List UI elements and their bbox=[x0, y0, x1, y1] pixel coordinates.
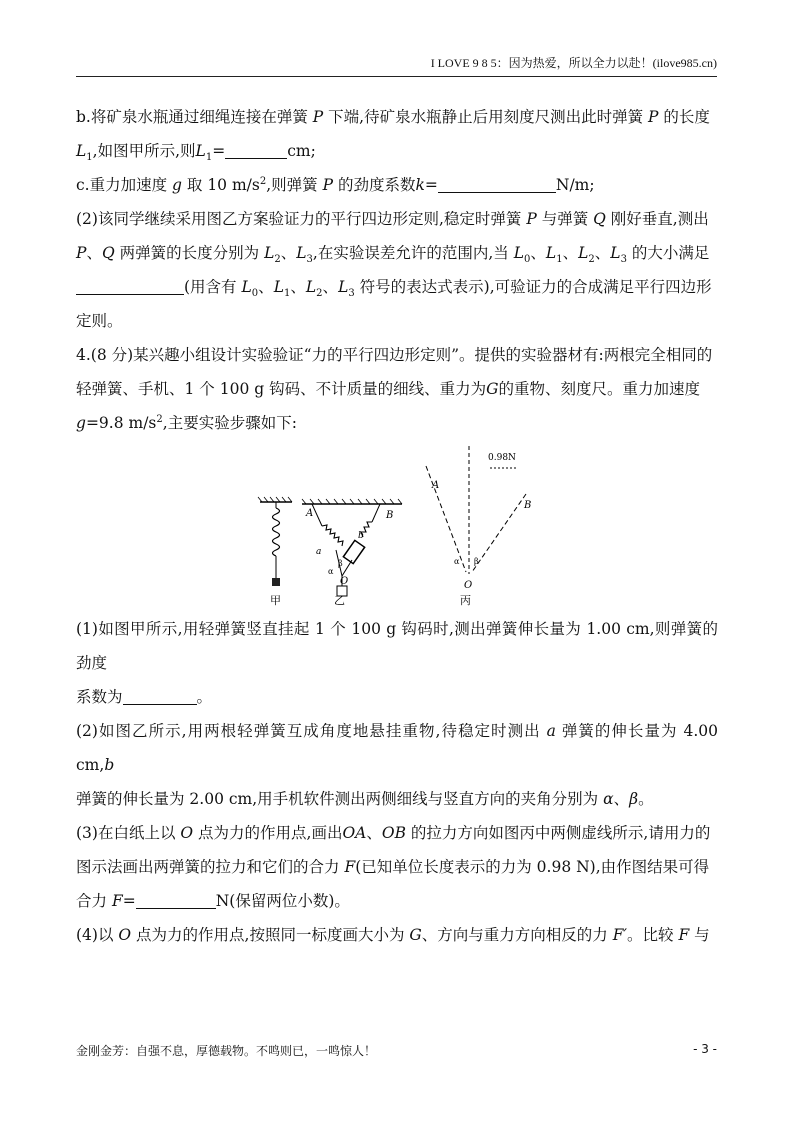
question-4: 4.(8 分)某兴趣小组设计实验验证“力的平行四边形定则”。提供的实验器材有:两根完全相同的 bbox=[76, 346, 713, 364]
sub-question-4: (4)以 O 点为力的作用点,按照同一标度画大小为 G、方向与重力方向相反的力 F′。比较 F 与 bbox=[76, 926, 710, 944]
sub-question-1: (1)如图甲所示,用轻弹簧竖直挂起 1 个 100 g 钩码时,测出弹簧伸长量为 1.00 cm,则弹簧的劲度 bbox=[76, 620, 718, 672]
sub-question-2-cont: 弹簧的伸长量为 2.00 cm,用手机软件测出两侧细线与竖直方向的夹角分别为 α、β。 bbox=[76, 790, 654, 808]
label-A-yi: A bbox=[306, 508, 314, 519]
page-number: - 3 - bbox=[693, 1042, 717, 1056]
figure-jia bbox=[258, 497, 292, 606]
sub-question-1-cont: 系数为 。 bbox=[76, 688, 213, 706]
answer-blank-expression[interactable] bbox=[76, 276, 184, 295]
sub-question-3-cont2: 合力 F= N(保留两位小数)。 bbox=[76, 892, 350, 910]
question-2: (2)该同学继续采用图乙方案验证力的平行四边形定则,稳定时弹簧 P 与弹簧 Q 刚好垂直,测出 bbox=[76, 210, 709, 228]
page-header: I LOVE 9 8 5：因为热爱，所以全力以赴！(ilove985.cn) bbox=[76, 54, 717, 77]
label-alpha-bing: α bbox=[454, 557, 460, 566]
label-b: b bbox=[358, 531, 364, 541]
sub-question-2: (2)如图乙所示,用两根轻弹簧互成角度地悬挂重物,待稳定时测出 a 弹簧的伸长量为 4.00 cm,b bbox=[76, 722, 718, 774]
label-a: a bbox=[316, 547, 322, 557]
figure-bing bbox=[426, 446, 531, 606]
label-bing: 丙 bbox=[460, 594, 471, 606]
label-A-bing: A bbox=[432, 480, 440, 491]
answer-blank-k[interactable] bbox=[438, 174, 556, 193]
label-beta-bing: β bbox=[474, 557, 479, 566]
label-B-yi: B bbox=[386, 510, 394, 521]
label-jia: 甲 bbox=[270, 594, 281, 606]
label-O-yi: O bbox=[340, 576, 349, 587]
answer-blank-stiffness[interactable] bbox=[123, 686, 197, 705]
label-beta-yi: β bbox=[338, 559, 343, 568]
question-2-end: 定则。 bbox=[76, 312, 123, 330]
figure-yi bbox=[302, 499, 402, 606]
figure-svg bbox=[76, 446, 718, 606]
sub-question-3-cont: 图示法画出两弹簧的拉力和它们的合力 F(已知单位长度表示的力为 0.98 N),由作图结果可得 bbox=[76, 858, 710, 876]
document-body bbox=[76, 100, 718, 952]
label-yi: 乙 bbox=[334, 594, 345, 606]
step-b: b.将矿泉水瓶通过细绳连接在弹簧 P 下端,待矿泉水瓶静止后用刻度尺测出此时弹簧 P 的长度 bbox=[76, 108, 710, 126]
scale-label: 0.98N bbox=[488, 453, 516, 463]
page-footer bbox=[76, 1042, 717, 1059]
label-O-bing: O bbox=[464, 580, 473, 591]
step-c: c.重力加速度 g 取 10 $m/s^2$,则弹簧 P 的劲度系数k= N/m; bbox=[76, 175, 595, 194]
question-2-cont: P、Q 两弹簧的长度分别为 $L_2$、$L_3$,在实验误差允许的范围内,当 $L_0$、$L_1$、$L_2$、$L_3$ 的大小满足 bbox=[76, 244, 710, 266]
step-b-cont: $L_1$,如图甲所示,则$L_1=$ cm; bbox=[76, 142, 316, 164]
question-4-cont: 轻弹簧、手机、1 个 100 g 钩码、不计质量的细线、重力为G的重物、刻度尺。重力加速度 bbox=[76, 380, 700, 398]
answer-blank-resultant[interactable] bbox=[136, 890, 216, 909]
footer-motto: 金刚金芳：自强不息，厚德载物。不鸣则已，一鸣惊人！ bbox=[76, 1044, 377, 1058]
label-alpha-yi: α bbox=[328, 567, 334, 576]
question-2-cont2: (用含有 $L_0$、$L_1$、$L_2$、$L_3$ 符号的表达式表示),可验证力的合成满足平行四边形 bbox=[76, 270, 718, 304]
question-4-cont2: g=9.8 $m/s^2$,主要实验步骤如下: bbox=[76, 413, 297, 432]
sub-question-3: (3)在白纸上以 O 点为力的作用点,画出OA、OB 的拉力方向如图丙中两侧虚线所示,请用力的 bbox=[76, 824, 711, 842]
experiment-figure bbox=[76, 446, 718, 606]
label-B-bing: B bbox=[524, 500, 532, 511]
answer-blank-l1[interactable] bbox=[225, 140, 287, 159]
